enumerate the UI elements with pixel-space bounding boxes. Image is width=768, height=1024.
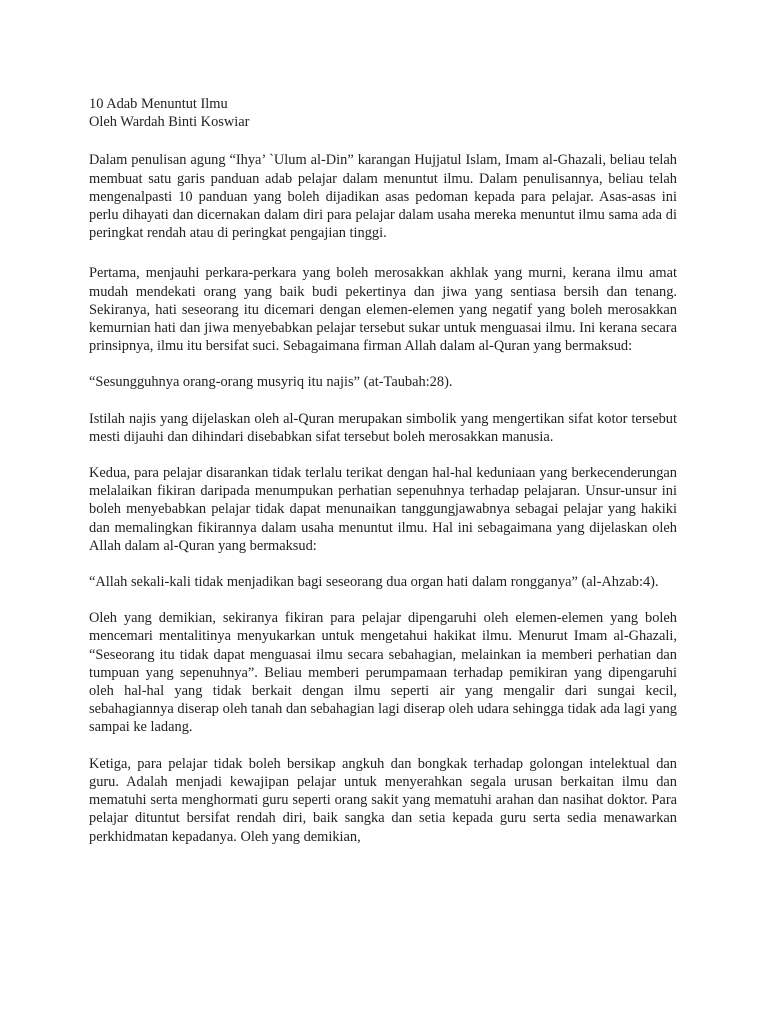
document-title: 10 Adab Menuntut Ilmu	[89, 96, 228, 112]
document-page	[89, 95, 677, 864]
quote-al-ahzab: “Allah sekali-kali tidak menjadikan bagi seseorang dua organ hati dalam rongganya” (al-Ahzab:4).	[89, 574, 659, 591]
quote-at-taubah: “Sesungguhnya orang-orang musyriq itu najis” (at-Taubah:28).	[89, 374, 453, 391]
paragraph-najis-explanation: Istilah najis yang dijelaskan oleh al-Quran merupakan simbolik yang mengertikan sifat kotor tersebut mesti dijauhi dan dihindari disebabkan sifat tersebut boleh merosakkan manusia.	[89, 410, 677, 445]
paragraph-third-point: Ketiga, para pelajar tidak boleh bersikap angkuh dan bongkak terhadap golongan intelektual dan guru. Adalah menjadi kewajipan pelajar untuk menyerahkan segala urusan berkaitan ilmu dan mematuhi serta menghormati guru seperti orang sakit yang mematuhi arahan dan nasihat doktor. Para pelajar dituntut bersifat rendah diri, baik sangka dan setia kepada guru serta sedia menawarkan perkhidmatan kepadanya. Oleh yang demikian,	[89, 755, 677, 845]
paragraph-second-point: Kedua, para pelajar disarankan tidak terlalu terikat dengan hal-hal keduniaan yang berkecenderungan melalaikan fikiran daripada menumpukan perhatian sepenuhnya terhadap pelajaran. Unsur-unsur ini boleh menyebabkan pelajar tidak dapat menunaikan tanggungjawabnya sebagai pelajar yang hakiki dan memalingkan fikirannya dalam usaha menuntut ilmu. Hal ini sebagaimana yang dijelaskan oleh Allah dalam al-Quran yang bermaksud:	[89, 465, 677, 554]
paragraph-intro: Dalam penulisan agung “Ihya’ `Ulum al-Din” karangan Hujjatul Islam, Imam al-Ghazali, beliau telah membuat satu garis panduan adab pelajar dalam menuntut ilmu. Dalam penulisannya, beliau telah mengenalpasti 10 panduan yang boleh dijadikan asas pedoman kepada para pelajar. Asas-asas ini perlu dihayati dan dicernakan dalam diri para pelajar dalam usaha mereka menuntut ilmu sama ada di peringkat rendah atau di peringkat pengajian tinggi.	[89, 152, 677, 242]
paragraph-first-point: Pertama, menjauhi perkara-perkara yang boleh merosakkan akhlak yang murni, kerana ilmu amat mudah mendekati orang yang baik budi pekertinya dan jiwa yang sentiasa bersih dan tenang. Sekiranya, hati seseorang itu dicemari dengan elemen-elemen yang negatif yang boleh merosakkan kemurnian hati dan jiwa menyebabkan pelajar tersebut sukar untuk menguasai ilmu. Ini kerana secara prinsipnya, ilmu itu bersifat suci. Sebagaimana firman Allah dalam al-Quran yang bermaksud:	[89, 265, 677, 355]
document-author: Oleh Wardah Binti Koswiar	[89, 114, 250, 131]
document-header	[89, 95, 677, 131]
paragraph-focus-explanation: Oleh yang demikian, sekiranya fikiran para pelajar dipengaruhi oleh elemen-elemen yang boleh mencemari mentalitinya menyukarkan untuk mengetahui hakikat ilmu. Menurut Imam al-Ghazali, “Seseorang itu tidak dapat menguasai ilmu secara sebahagian, melainkan ia memberi perhatian dan tumpuan yang sepenuhnya”. Beliau memberi perumpamaan terhadap pemikiran yang dipengaruhi oleh hal-hal yang tidak berkait dengan ilmu seperti air yang mengalir dari sungai kecil, sebahagiannya diserap oleh tanah dan sebahagian lagi diserap oleh udara sehingga tidak ada lagi yang sampai ke ladang.	[89, 610, 677, 736]
